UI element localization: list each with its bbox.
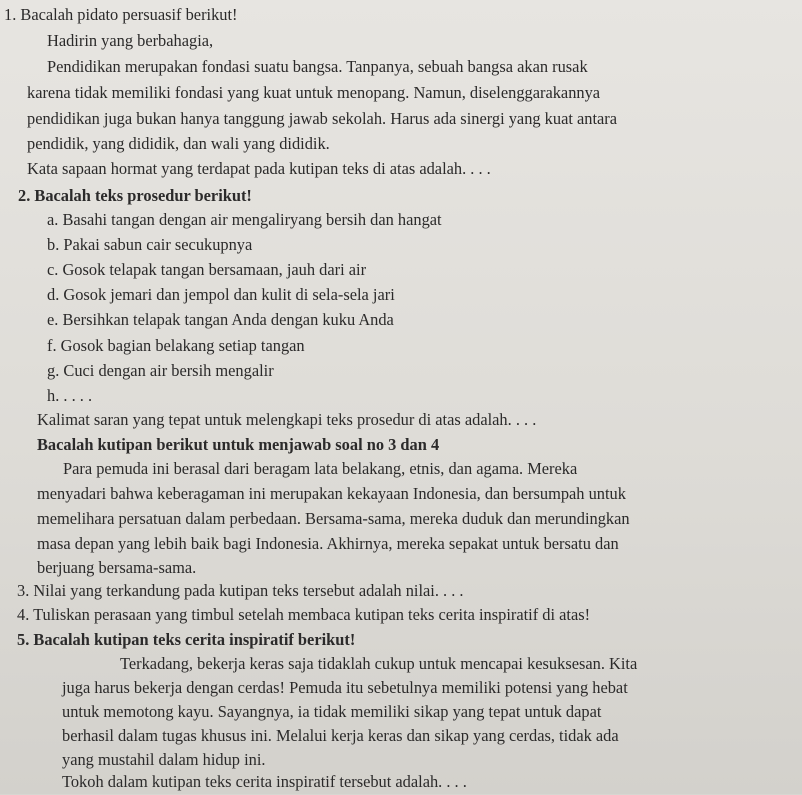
- q1-para-line: karena tidak memiliki fondasi yang kuat untuk menopang. Namun, diselenggarakannya: [27, 83, 601, 102]
- q1-para-line: pendidik, yang dididik, dan wali yang dididik.: [27, 134, 330, 153]
- q5-para-line: Terkadang, bekerja keras saja tidaklah cukup untuk mencapai kesuksesan. Kita: [120, 654, 638, 673]
- q5-para-line: juga harus bekerja dengan cerdas! Pemuda itu sebetulnya memiliki potensi yang hebat: [62, 678, 628, 697]
- q2-step: h. . . . .: [47, 386, 93, 405]
- passage34-line: berjuang bersama-sama.: [37, 558, 197, 577]
- q2-step: g. Cuci dengan air bersih mengalir: [47, 361, 274, 380]
- q2-step: f. Gosok bagian belakang setiap tangan: [47, 336, 305, 355]
- passage34-line: masa depan yang lebih baik bagi Indonesia. Akhirnya, mereka sepakat untuk bersatu dan: [37, 534, 619, 553]
- q4-question: 4. Tuliskan perasaan yang timbul setelah membaca kutipan teks cerita inspiratif di atas!: [17, 605, 591, 624]
- q5-para-line: yang mustahil dalam hidup ini.: [62, 750, 266, 769]
- passage34-heading: Bacalah kutipan berikut untuk menjawab soal no 3 dan 4: [37, 435, 440, 454]
- q2-question: Kalimat saran yang tepat untuk melengkapi teks prosedur di atas adalah. . . .: [37, 410, 537, 429]
- q2-step: e. Bersihkan telapak tangan Anda dengan kuku Anda: [47, 310, 394, 329]
- q1-salutation: Hadirin yang berbahagia,: [47, 31, 214, 50]
- q3-question: 3. Nilai yang terkandung pada kutipan teks tersebut adalah nilai. . . .: [17, 581, 464, 600]
- q1-heading: 1. Bacalah pidato persuasif berikut!: [4, 5, 238, 24]
- q1-para-line: Pendidikan merupakan fondasi suatu bangsa. Tanpanya, sebuah bangsa akan rusak: [47, 57, 588, 76]
- q2-step: a. Basahi tangan dengan air mengaliryang bersih dan hangat: [47, 210, 442, 229]
- passage34-line: menyadari bahwa keberagaman ini merupakan kekayaan Indonesia, dan bersumpah untuk: [37, 484, 626, 503]
- q2-step: d. Gosok jemari dan jempol dan kulit di sela-sela jari: [47, 285, 395, 304]
- q1-question: Kata sapaan hormat yang terdapat pada kutipan teks di atas adalah. . . .: [27, 159, 491, 178]
- q5-question: Tokoh dalam kutipan teks cerita inspiratif tersebut adalah. . . .: [62, 772, 467, 791]
- passage34-line: Para pemuda ini berasal dari beragam lata belakang, etnis, dan agama. Mereka: [63, 459, 578, 478]
- q1-para-line: pendidikan juga bukan hanya tanggung jawab sekolah. Harus ada sinergi yang kuat antara: [27, 109, 618, 128]
- q2-step: c. Gosok telapak tangan bersamaan, jauh dari air: [47, 260, 367, 279]
- passage34-line: memelihara persatuan dalam perbedaan. Bersama-sama, mereka duduk dan merundingkan: [37, 509, 630, 528]
- q5-heading: 5. Bacalah kutipan teks cerita inspiratif berikut!: [17, 630, 356, 649]
- q5-para-line: untuk memotong kayu. Sayangnya, ia tidak memiliki sikap yang tepat untuk dapat: [62, 702, 602, 721]
- q2-step: b. Pakai sabun cair secukupnya: [47, 235, 253, 254]
- q2-heading: 2. Bacalah teks prosedur berikut!: [18, 186, 252, 205]
- q5-para-line: berhasil dalam tugas khusus ini. Melalui kerja keras dan sikap yang cerdas, tidak ada: [62, 726, 619, 745]
